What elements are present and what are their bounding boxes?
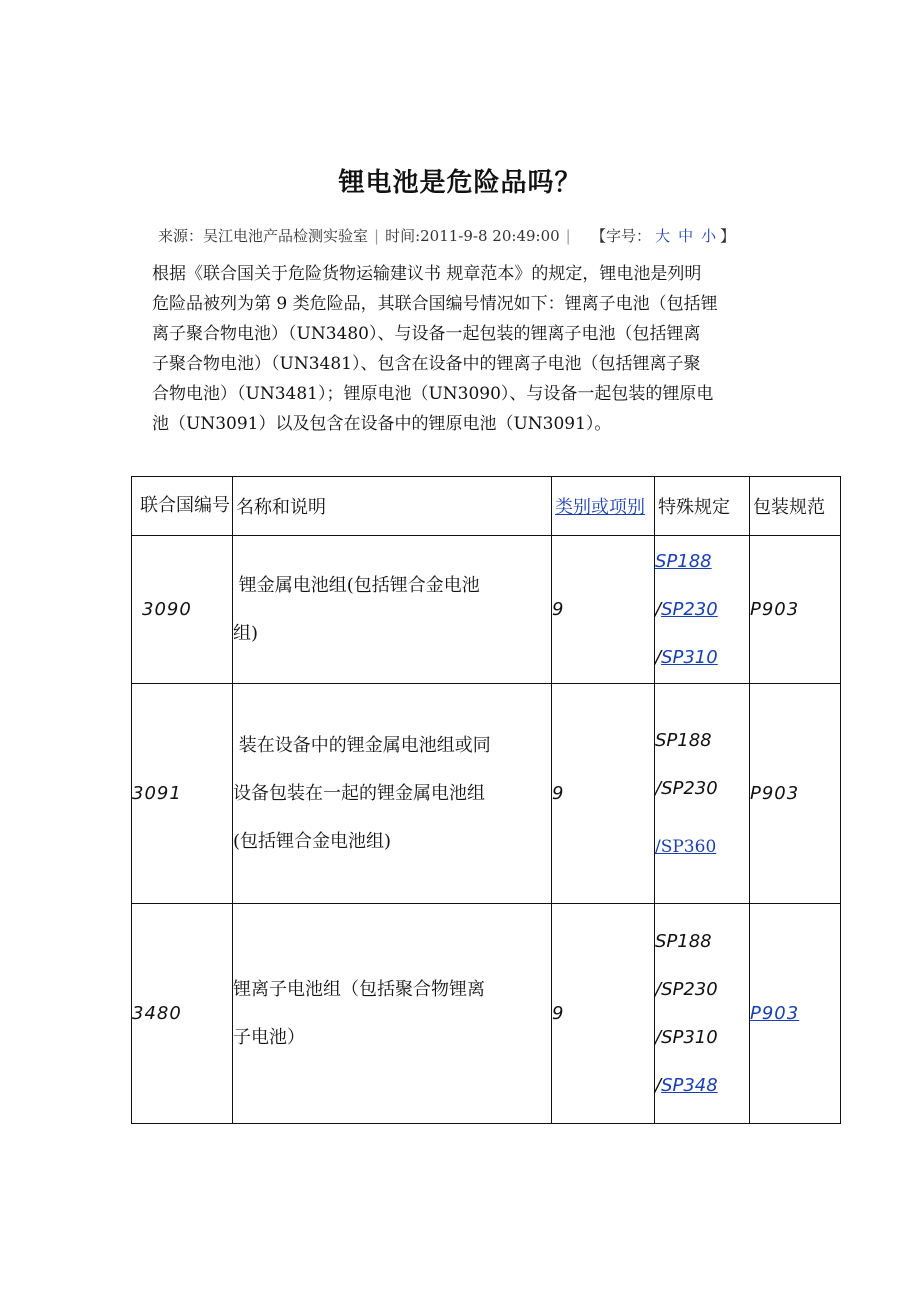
slash: / [655,598,662,620]
intro-line: 离子聚合物电池）（UN3480）、与设备一起包装的锂离子电池（包括锂离 [152,324,701,344]
class-cell: 9 [552,536,655,684]
sp230-link[interactable]: SP230 [661,598,718,620]
header-class-division[interactable] [552,477,655,536]
description-line: 锂金属电池组(包括锂合金电池 [233,574,480,596]
un-code-cell: 3480 [132,904,233,1124]
description-line: 锂离子电池组（包括聚合物锂离 [233,978,485,1000]
description-cell [233,684,552,904]
table-row [132,684,841,904]
divider: | [565,227,571,245]
publish-time: 时间:2011-9-8 20:49:00 [385,227,560,245]
sp188-link[interactable]: SP188 [655,550,712,572]
header-un-number: 联合国编号 [132,477,233,536]
intro-line: 子聚合物电池）（UN3481）、包含在设备中的锂离子电池（包括锂离子聚 [152,354,701,374]
packing-cell: P903 [750,684,841,904]
header-special-provisions: 特殊规定 [655,477,750,536]
font-size-label-open: 【字号： [591,227,652,245]
description-line: (包括锂合金电池组) [233,830,392,852]
page-title: 锂电池是危险品吗？ [338,168,582,198]
intro-paragraph [152,259,782,439]
source-label: 来源：吴江电池产品检测实验室 [158,227,369,245]
special-provision: SP188 [655,930,712,952]
p903-link[interactable]: P903 [750,1003,800,1024]
font-medium-link[interactable]: 中 [678,227,694,245]
special-provision: SP188 [655,729,712,751]
divider: | [374,227,380,245]
description-line: 设备包装在一起的锂金属电池组 [233,782,485,804]
table-row [132,536,841,684]
special-provision: /SP230 [655,978,718,1000]
table-row [132,904,841,1124]
description-line: 装在设备中的锂金属电池组或同 [233,734,491,756]
article-meta [158,225,735,246]
intro-line: 池（UN3091）以及包含在设备中的锂原电池（UN3091）。 [152,414,612,434]
class-cell: 9 [552,684,655,904]
special-provisions-cell [655,536,750,684]
intro-line: 危险品被列为第 9 类危险品，其联合国编号情况如下：锂离子电池（包括锂 [152,294,718,314]
header-name-description: 名称和说明 [233,477,552,536]
description-line: 组) [233,622,259,644]
header-packing-instructions: 包装规范 [750,477,841,536]
packing-cell[interactable] [750,904,841,1124]
class-division-link[interactable]: 类别或项别 [555,497,645,518]
sp310-link[interactable]: SP310 [661,646,718,668]
description-cell [233,904,552,1124]
special-provision: /SP310 [655,1026,718,1048]
sp348-link[interactable]: SP348 [661,1074,718,1096]
font-size-label-close: 】 [720,227,736,245]
class-cell: 9 [552,904,655,1124]
table-header-row [132,477,841,536]
intro-line: 根据《联合国关于危险货物运输建议书 规章范本》的规定，锂电池是列明 [152,264,702,284]
intro-line: 合物电池）（UN3481）；锂原电池（UN3090）、与设备一起包装的锂原电 [152,384,714,404]
special-provisions-cell [655,904,750,1124]
un-code-cell: 3091 [132,684,233,904]
font-small-link[interactable]: 小 [701,227,717,245]
sp360-link[interactable]: /SP360 [655,836,717,857]
description-cell [233,536,552,684]
slash: / [655,1074,662,1096]
special-provisions-cell [655,684,750,904]
packing-cell: P903 [750,536,841,684]
slash: / [655,646,662,668]
font-large-link[interactable]: 大 [655,227,671,245]
un-code-cell: 3090 [132,536,233,684]
description-line: 子电池） [233,1026,305,1048]
special-provision: /SP230 [655,777,718,799]
un-number-table [131,476,841,1124]
